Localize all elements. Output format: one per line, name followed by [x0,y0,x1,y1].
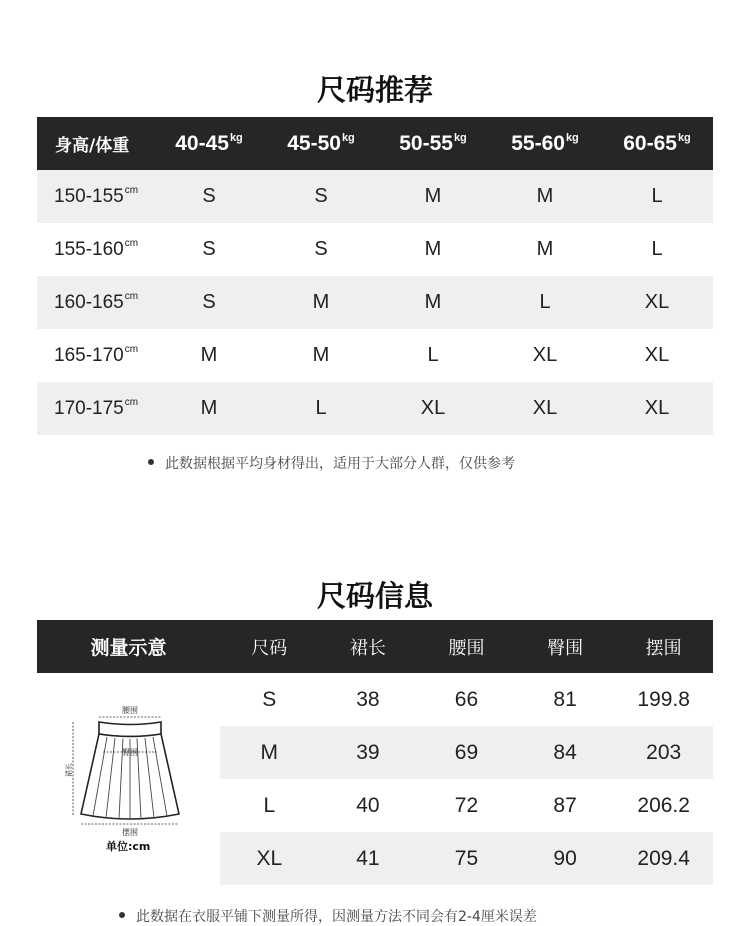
size-cell: S [314,185,328,207]
size-cell: M [424,291,442,313]
hem-cell: 203 [646,740,682,764]
size-cell: XL [644,291,670,313]
size-cell: L [315,397,327,419]
table-row [37,329,713,382]
size-cell: M [536,185,554,207]
header-diagram: 测量示意 [90,637,167,659]
size-cell: XL [420,397,446,419]
table-row [37,276,713,329]
length-cell: 41 [356,846,380,870]
height-cell: $150-155^{cm}$ [54,185,139,207]
table-row [220,779,713,832]
table-row [37,223,713,276]
hip-cell: 81 [553,687,577,711]
size-cell: M [424,238,442,260]
length-cell: 40 [356,793,380,817]
hip-cell: 90 [553,846,577,870]
hem-cell: 209.4 [637,846,690,870]
size-cell: L [651,238,663,260]
size-cell: L [539,291,551,313]
recommend-table-header [37,117,713,170]
size-cell: S [202,238,216,260]
length-cell: 38 [356,687,380,711]
size-cell: M [200,397,218,419]
bullet-icon [119,912,125,918]
size-cell: M [312,291,330,313]
header-length: 裙长 [349,637,386,659]
size-cell: XL [644,344,670,366]
size-cell: XL [532,397,558,419]
header-weight-col: $60-65^{kg}$ [623,131,691,155]
size-cell: M [424,185,442,207]
length-label: 裙长 [65,763,73,777]
size-cell: XL [644,397,670,419]
table-row [37,382,713,435]
header-size: 尺码 [251,637,288,659]
waistband-shape [99,722,161,737]
header-weight-col: $40-45^{kg}$ [175,131,243,155]
size-cell: XL [532,344,558,366]
size-cell: S [202,185,216,207]
header-weight-col: $45-50^{kg}$ [287,131,355,155]
size-cell: L [263,793,276,817]
hip-cell: 84 [553,740,577,764]
recommend-title: 尺码推荐 [316,73,433,107]
waist-cell: 72 [454,793,479,817]
hip-cell: 87 [553,793,577,817]
size-cell: S [262,687,277,711]
table-row [220,673,713,726]
length-cell: 39 [356,740,380,764]
height-cell: $165-170^{cm}$ [54,344,139,366]
size-cell: M [260,740,279,764]
size-cell: S [314,238,328,260]
recommend-note: 此数据根据平均身材得出，适用于大部分人群，仅供参考 [148,453,515,473]
size-cell: M [536,238,554,260]
hem-cell: 206.2 [637,793,690,817]
unit-label: 单位:cm [106,840,151,853]
height-cell: $170-175^{cm}$ [54,397,139,419]
waist-cell: 66 [454,687,479,711]
header-weight-col: $55-60^{kg}$ [511,131,579,155]
size-cell: S [202,291,216,313]
size-cell: M [312,344,330,366]
table-row [220,832,713,885]
header-height-weight: 身高/体重 [55,136,130,156]
waist-cell: 69 [454,740,479,764]
waist-cell: 75 [454,846,479,870]
hem-cell: 199.8 [637,687,690,711]
size-cell: L [651,185,663,207]
table-row [37,170,713,223]
size-info-table [220,673,713,885]
size-cell: L [427,344,439,366]
header-hem: 摆围 [645,637,682,659]
info-note: 此数据在衣服平铺下测量所得，因测量方法不同会有2-4厘米误差 [119,906,537,926]
header-waist: 腰围 [448,637,485,659]
skirt-measurement-diagram [63,700,193,860]
header-hip: 臀围 [547,637,584,659]
bullet-icon [148,459,154,465]
table-row [220,726,713,779]
waist-label: 腰围 [122,706,138,715]
height-cell: $160-165^{cm}$ [54,291,139,313]
hem-label: 摆围 [122,828,138,837]
height-cell: $155-160^{cm}$ [54,238,139,260]
hip-label: 臀围 [122,748,138,757]
size-info-table-header [37,620,713,673]
header-weight-col: $50-55^{kg}$ [399,131,467,155]
size-recommend-table [37,117,713,435]
size-cell: XL [256,846,283,870]
info-title: 尺码信息 [316,579,433,613]
size-cell: M [200,344,218,366]
